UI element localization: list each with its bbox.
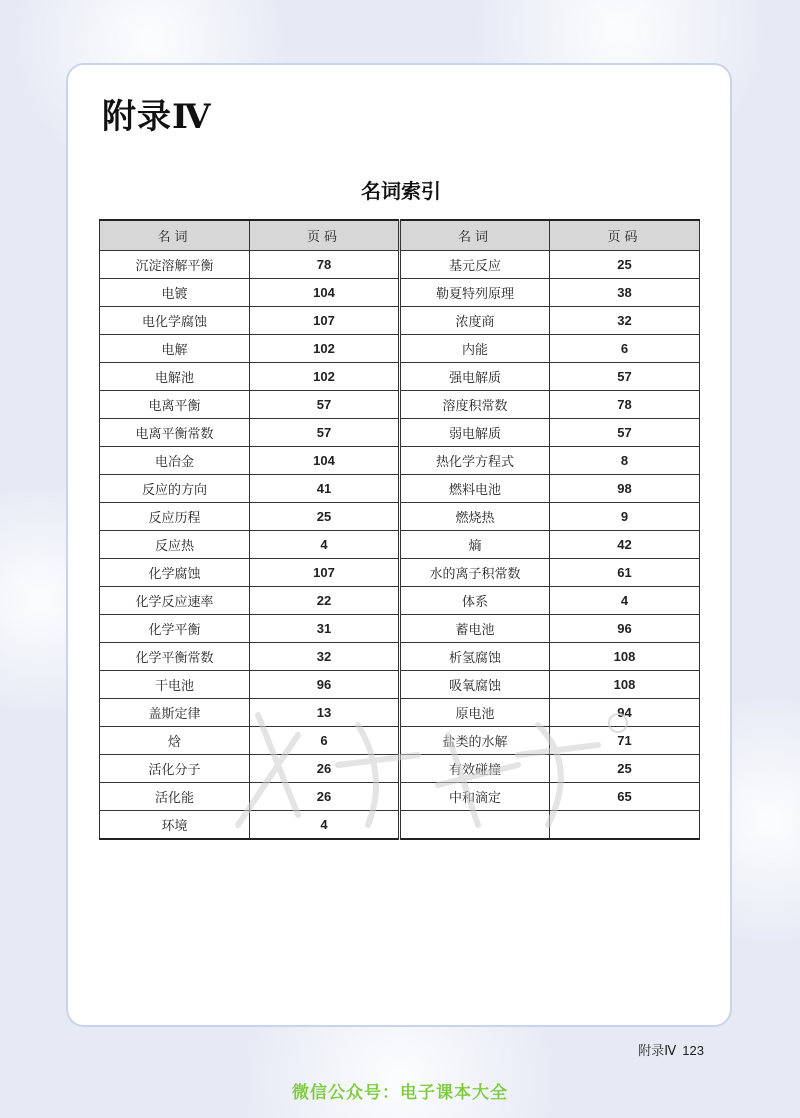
term-left-cell: 环境 bbox=[100, 811, 250, 840]
page-left-cell: 25 bbox=[250, 503, 400, 531]
term-left-cell: 焓 bbox=[100, 727, 250, 755]
table-body bbox=[100, 251, 700, 840]
term-right-cell: 燃烧热 bbox=[400, 503, 550, 531]
table-row bbox=[100, 727, 700, 755]
term-left-cell: 活化能 bbox=[100, 783, 250, 811]
table-row bbox=[100, 615, 700, 643]
page-left-cell: 57 bbox=[250, 391, 400, 419]
page-right-cell: 98 bbox=[550, 475, 700, 503]
table-row bbox=[100, 531, 700, 559]
table-row bbox=[100, 363, 700, 391]
page-right-cell: 65 bbox=[550, 783, 700, 811]
term-left-cell: 干电池 bbox=[100, 671, 250, 699]
page-left-cell: 4 bbox=[250, 531, 400, 559]
page-left-cell: 104 bbox=[250, 447, 400, 475]
page-left-cell: 32 bbox=[250, 643, 400, 671]
wechat-banner: 微信公众号：电子课本大全 bbox=[292, 1083, 508, 1103]
page-left-cell: 104 bbox=[250, 279, 400, 307]
page-left-cell: 6 bbox=[250, 727, 400, 755]
page-right-cell: 57 bbox=[550, 363, 700, 391]
page-left-cell: 78 bbox=[250, 251, 400, 279]
page-right-cell: 94 bbox=[550, 699, 700, 727]
page-right-cell: 78 bbox=[550, 391, 700, 419]
term-left-cell: 化学反应速率 bbox=[100, 587, 250, 615]
term-right-cell: 勒夏特列原理 bbox=[400, 279, 550, 307]
footer-label: 附录Ⅳ bbox=[638, 1044, 677, 1059]
page-right-cell: 4 bbox=[550, 587, 700, 615]
page-left-cell: 57 bbox=[250, 419, 400, 447]
header-page-right: 页码 bbox=[550, 220, 700, 251]
table-row bbox=[100, 811, 700, 840]
table-row bbox=[100, 671, 700, 699]
term-right-cell: 热化学方程式 bbox=[400, 447, 550, 475]
table-row bbox=[100, 447, 700, 475]
page-right-cell: 9 bbox=[550, 503, 700, 531]
term-left-cell: 反应的方向 bbox=[100, 475, 250, 503]
page-card bbox=[66, 63, 732, 1027]
term-right-cell: 蓄电池 bbox=[400, 615, 550, 643]
page-left-cell: 107 bbox=[250, 559, 400, 587]
table-row bbox=[100, 391, 700, 419]
header-page-left: 页码 bbox=[250, 220, 400, 251]
page-right-cell: 8 bbox=[550, 447, 700, 475]
table-row bbox=[100, 755, 700, 783]
term-right-cell: 体系 bbox=[400, 587, 550, 615]
term-right-cell: 溶度积常数 bbox=[400, 391, 550, 419]
page-left-cell: 26 bbox=[250, 755, 400, 783]
term-left-cell: 电离平衡 bbox=[100, 391, 250, 419]
term-left-cell: 电离平衡常数 bbox=[100, 419, 250, 447]
term-right-cell: 水的离子积常数 bbox=[400, 559, 550, 587]
term-left-cell: 沉淀溶解平衡 bbox=[100, 251, 250, 279]
table-row bbox=[100, 419, 700, 447]
term-index-table bbox=[99, 219, 700, 840]
page-left-cell: 26 bbox=[250, 783, 400, 811]
term-right-cell: 盐类的水解 bbox=[400, 727, 550, 755]
table-row bbox=[100, 503, 700, 531]
term-left-cell: 电解 bbox=[100, 335, 250, 363]
term-right-cell: 基元反应 bbox=[400, 251, 550, 279]
page-left-cell: 4 bbox=[250, 811, 400, 840]
term-left-cell: 化学腐蚀 bbox=[100, 559, 250, 587]
table-row bbox=[100, 643, 700, 671]
table-row bbox=[100, 475, 700, 503]
term-right-cell: 吸氧腐蚀 bbox=[400, 671, 550, 699]
page-right-cell: 108 bbox=[550, 671, 700, 699]
page-number: 123 bbox=[682, 1043, 704, 1058]
term-right-cell bbox=[400, 811, 550, 840]
header-term-left: 名词 bbox=[100, 220, 250, 251]
term-right-cell: 熵 bbox=[400, 531, 550, 559]
term-right-cell: 强电解质 bbox=[400, 363, 550, 391]
term-left-cell: 活化分子 bbox=[100, 755, 250, 783]
section-title: 名词索引 bbox=[361, 179, 441, 203]
appendix-title: 附录Ⅳ bbox=[102, 97, 212, 137]
table-header-row bbox=[100, 220, 700, 251]
page-right-cell: 57 bbox=[550, 419, 700, 447]
term-left-cell: 盖斯定律 bbox=[100, 699, 250, 727]
term-right-cell: 弱电解质 bbox=[400, 419, 550, 447]
term-left-cell: 反应历程 bbox=[100, 503, 250, 531]
table-row bbox=[100, 251, 700, 279]
page-left-cell: 107 bbox=[250, 307, 400, 335]
header-term-right: 名词 bbox=[400, 220, 550, 251]
term-right-cell: 有效碰撞 bbox=[400, 755, 550, 783]
page-right-cell: 96 bbox=[550, 615, 700, 643]
page-right-cell: 71 bbox=[550, 727, 700, 755]
page-left-cell: 41 bbox=[250, 475, 400, 503]
page-right-cell: 6 bbox=[550, 335, 700, 363]
page-left-cell: 31 bbox=[250, 615, 400, 643]
term-left-cell: 电化学腐蚀 bbox=[100, 307, 250, 335]
term-left-cell: 化学平衡 bbox=[100, 615, 250, 643]
table-row bbox=[100, 335, 700, 363]
page-right-cell: 42 bbox=[550, 531, 700, 559]
term-right-cell: 析氢腐蚀 bbox=[400, 643, 550, 671]
term-right-cell: 原电池 bbox=[400, 699, 550, 727]
term-left-cell: 电镀 bbox=[100, 279, 250, 307]
term-right-cell: 浓度商 bbox=[400, 307, 550, 335]
page-left-cell: 102 bbox=[250, 335, 400, 363]
term-left-cell: 化学平衡常数 bbox=[100, 643, 250, 671]
page-footer bbox=[638, 1040, 704, 1059]
page-right-cell: 61 bbox=[550, 559, 700, 587]
page-right-cell: 25 bbox=[550, 755, 700, 783]
table-row bbox=[100, 279, 700, 307]
term-right-cell: 内能 bbox=[400, 335, 550, 363]
term-right-cell: 中和滴定 bbox=[400, 783, 550, 811]
table-row bbox=[100, 587, 700, 615]
page-left-cell: 102 bbox=[250, 363, 400, 391]
term-right-cell: 燃料电池 bbox=[400, 475, 550, 503]
table-row bbox=[100, 307, 700, 335]
term-left-cell: 电冶金 bbox=[100, 447, 250, 475]
table-row bbox=[100, 559, 700, 587]
page-right-cell bbox=[550, 811, 700, 840]
page-right-cell: 108 bbox=[550, 643, 700, 671]
table-row bbox=[100, 699, 700, 727]
term-left-cell: 电解池 bbox=[100, 363, 250, 391]
page-right-cell: 32 bbox=[550, 307, 700, 335]
page-right-cell: 25 bbox=[550, 251, 700, 279]
page-left-cell: 96 bbox=[250, 671, 400, 699]
page-right-cell: 38 bbox=[550, 279, 700, 307]
page-left-cell: 22 bbox=[250, 587, 400, 615]
table-row bbox=[100, 783, 700, 811]
term-left-cell: 反应热 bbox=[100, 531, 250, 559]
page-left-cell: 13 bbox=[250, 699, 400, 727]
